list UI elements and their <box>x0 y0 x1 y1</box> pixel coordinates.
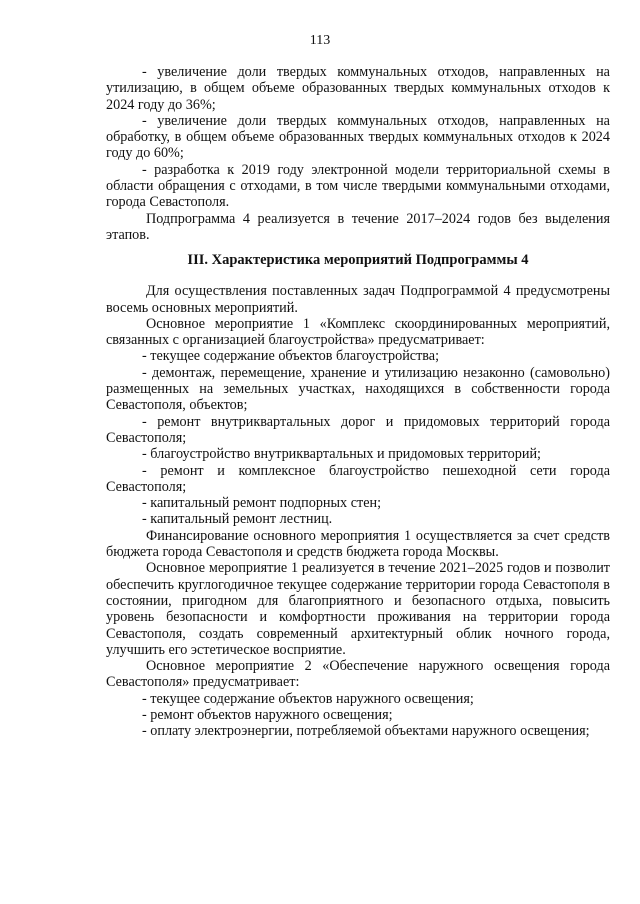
paragraph: Основное мероприятие 1 реализуется в течение 2021–2025 годов и позволит обеспечить круглогодичное текущее содержание территории города Севастополя в состоянии, пригодном для благоприятного и безопасного отдыха, повысить уровень безопасности и комфортности проживания на территории города Севастополя, создать современный архитектурный облик ночного города, улучшить его эстетическое восприятие. <box>106 560 610 658</box>
paragraph: Финансирование основного мероприятия 1 осуществляется за счет средств бюджета города Севастополя и средств бюджета города Москвы. <box>106 527 610 561</box>
page-body <box>106 64 610 740</box>
list-item: - текущее содержание объектов наружного освещения; <box>142 690 474 707</box>
paragraph: Основное мероприятие 2 «Обеспечение наружного освещения города Севастополя» предусматривает: <box>106 658 610 691</box>
paragraph: Для осуществления поставленных задач Подпрограммой 4 предусмотрены восемь основных мероприятий. <box>106 283 610 316</box>
paragraph: - увеличение доли твердых коммунальных отходов, направленных на утилизацию, в общем объеме образованных твердых коммунальных отходов к 2024 году до 36%; <box>106 64 610 113</box>
paragraph: - увеличение доли твердых коммунальных отходов, направленных на обработку, в общем объеме образованных твердых коммунальных отходов к 2024 году до 60%; <box>106 112 610 162</box>
list-item: - демонтаж, перемещение, хранение и утилизацию незаконно (самовольно) размещенных на земельных участках, находящихся в собственности города Севастополя, объектов; <box>106 364 610 414</box>
list-item: - ремонт внутриквартальных дорог и придомовых территорий города Севастополя; <box>106 413 610 446</box>
list-item: - капитальный ремонт подпорных стен; <box>142 495 382 512</box>
list-item: - ремонт и комплексное благоустройство пешеходной сети города Севастополя; <box>106 462 610 495</box>
paragraph: Основное мероприятие 1 «Комплекс скоординированных мероприятий, связанных с организацией благоустройства» предусматривает: <box>106 315 610 349</box>
list-item: - оплату электроэнергии, потребляемой объектами наружного освещения; <box>142 723 590 740</box>
list-item: - капитальный ремонт лестниц. <box>142 511 333 528</box>
list-item: - благоустройство внутриквартальных и придомовых территорий; <box>142 446 541 463</box>
paragraph: - разработка к 2019 году электронной модели территориальной схемы в области обращения с отходами, в том числе твердыми коммунальными отходами, города Севастополя. <box>106 161 610 211</box>
list-item: - текущее содержание объектов благоустройства; <box>142 348 440 365</box>
paragraph: Подпрограмма 4 реализуется в течение 2017–2024 годов без выделения этапов. <box>106 210 610 243</box>
list-item: - ремонт объектов наружного освещения; <box>142 706 393 723</box>
section-heading: III. Характеристика мероприятий Подпрограммы 4 <box>187 252 529 269</box>
page-number: 113 <box>309 33 331 48</box>
